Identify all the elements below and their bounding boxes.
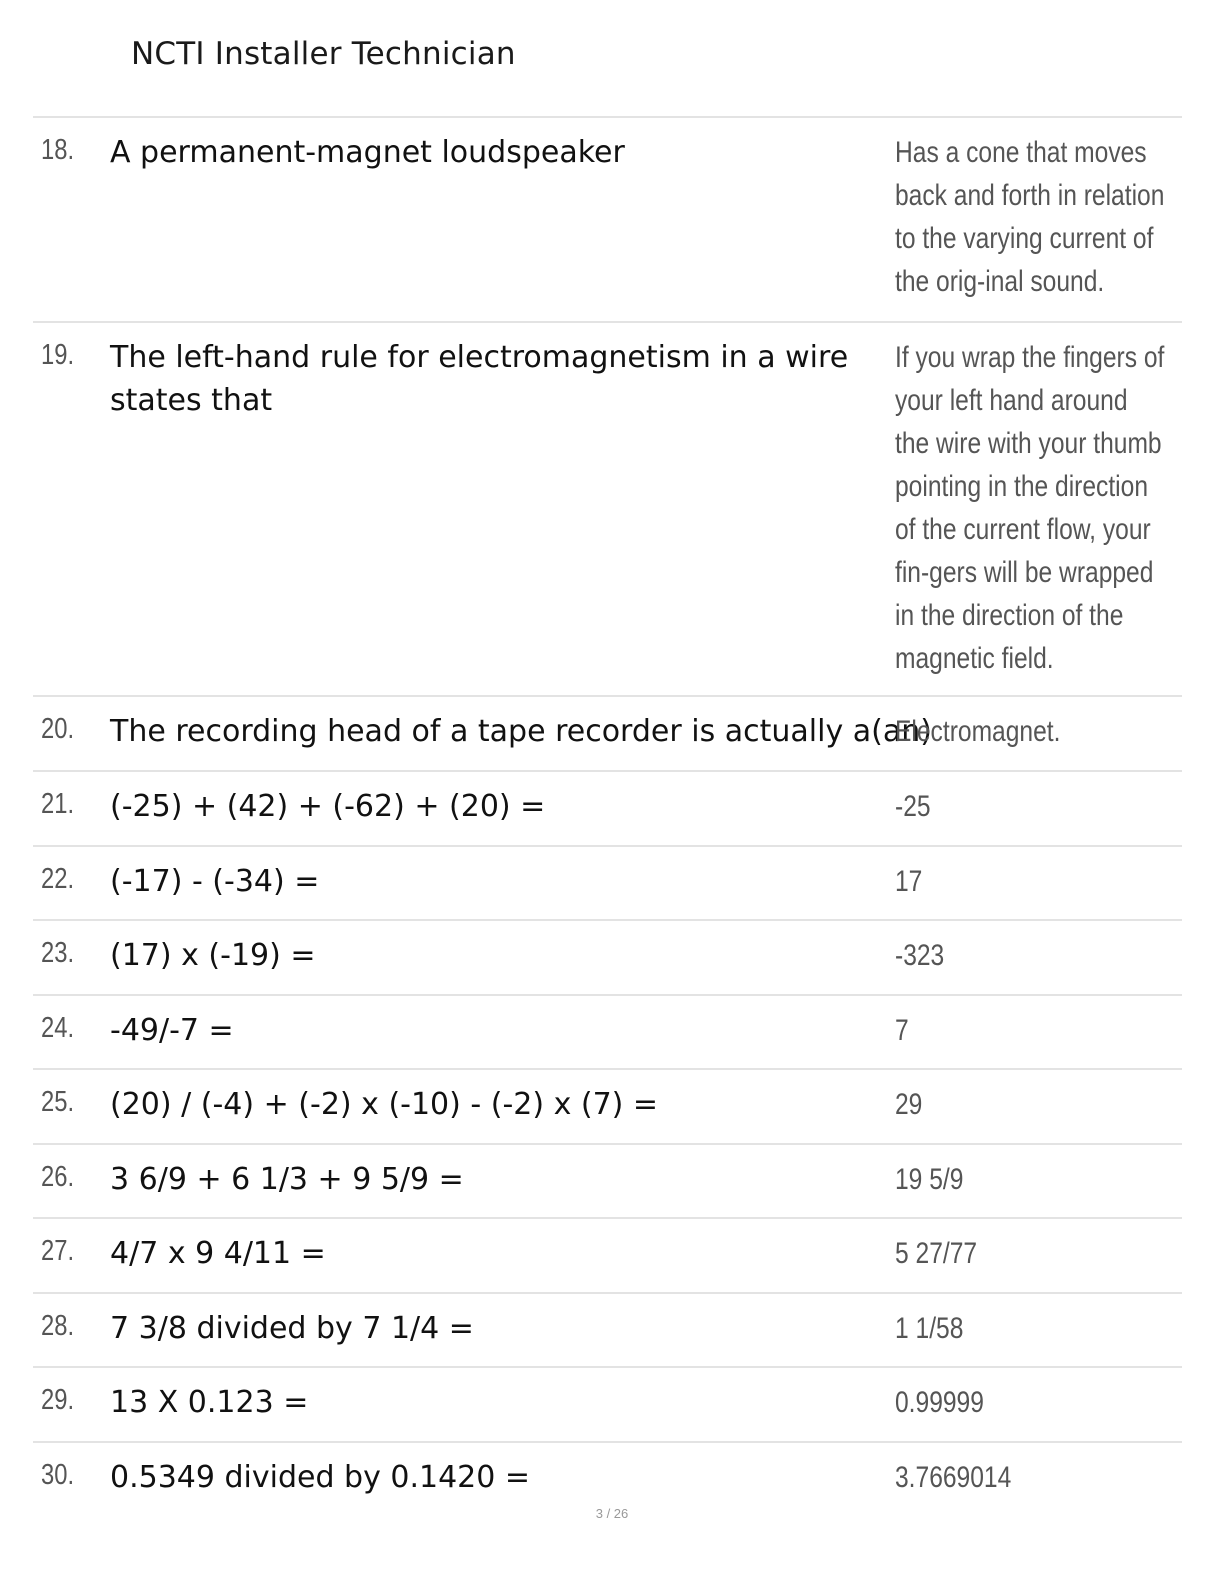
- qa-row-30: [33, 1443, 1182, 1509]
- item-number: 26.: [41, 1161, 75, 1193]
- qa-row-26: [33, 1145, 1182, 1219]
- qa-row-19: [33, 323, 1182, 697]
- question-text: (-25) + (42) + (-62) + (20) =: [110, 789, 546, 824]
- qa-row-24: [33, 996, 1182, 1070]
- answer-text: 1 1/58: [895, 1312, 964, 1345]
- item-number: 28.: [41, 1310, 75, 1342]
- qa-row-28: [33, 1294, 1182, 1368]
- item-number: 19.: [41, 339, 75, 371]
- item-number: 24.: [41, 1012, 75, 1044]
- item-number: 20.: [41, 713, 75, 745]
- qa-row-27: [33, 1219, 1182, 1294]
- item-number: 25.: [41, 1086, 75, 1118]
- question-text: A permanent-magnet loudspeaker: [110, 135, 625, 170]
- question-text: 4/7 x 9 4/11 =: [110, 1236, 326, 1271]
- answer-text: 7: [895, 1014, 909, 1047]
- answer-text: 5 27/77: [895, 1237, 978, 1270]
- answer-text: Has a cone that moves back and forth in relation to the varying current of the orig-inal sound.: [895, 136, 1165, 298]
- item-number: 30.: [41, 1459, 75, 1491]
- qa-row-20: [33, 697, 1182, 772]
- qa-row-25: [33, 1070, 1182, 1145]
- qa-row-22: [33, 847, 1182, 921]
- answer-text: -323: [895, 939, 945, 972]
- qa-row-23: [33, 921, 1182, 996]
- question-text: -49/-7 =: [110, 1013, 234, 1048]
- answer-text: 19 5/9: [895, 1163, 964, 1196]
- answer-text: 3.7669014: [895, 1461, 1012, 1494]
- qa-list: [33, 116, 1182, 1509]
- page-number: 3 / 26: [595, 1506, 629, 1521]
- question-text: 7 3/8 divided by 7 1/4 =: [110, 1311, 474, 1346]
- item-number: 27.: [41, 1235, 75, 1267]
- answer-text: 17: [895, 865, 923, 898]
- answer-text: 0.99999: [895, 1386, 984, 1419]
- item-number: 21.: [41, 788, 75, 820]
- question-text: The left-hand rule for electromagnetism in a wire states that: [110, 340, 849, 418]
- question-text: (20) / (-4) + (-2) x (-10) - (-2) x (7) =: [110, 1087, 659, 1122]
- qa-row-21: [33, 772, 1182, 847]
- question-text: 3 6/9 + 6 1/3 + 9 5/9 =: [110, 1162, 464, 1197]
- qa-row-29: [33, 1368, 1182, 1443]
- question-text: 13 X 0.123 =: [110, 1385, 309, 1420]
- item-number: 29.: [41, 1384, 75, 1416]
- answer-text: -25: [895, 790, 931, 823]
- item-number: 18.: [41, 134, 75, 166]
- item-number: 23.: [41, 937, 75, 969]
- answer-text: If you wrap the fingers of your left hand around the wire with your thumb pointing in the direction of the current flow, your fin-gers will be wrapped in the direction of the magnetic field.: [895, 341, 1165, 675]
- question-text: The recording head of a tape recorder is actually a(an): [110, 714, 932, 749]
- qa-row-18: [33, 118, 1182, 323]
- page-title: NCTI Installer Technician: [131, 36, 516, 72]
- item-number: 22.: [41, 863, 75, 895]
- question-text: (-17) - (-34) =: [110, 864, 320, 899]
- answer-text: Electromagnet.: [895, 715, 1061, 748]
- question-text: 0.5349 divided by 0.1420 =: [110, 1460, 531, 1495]
- answer-text: 29: [895, 1088, 923, 1121]
- question-text: (17) x (-19) =: [110, 938, 316, 973]
